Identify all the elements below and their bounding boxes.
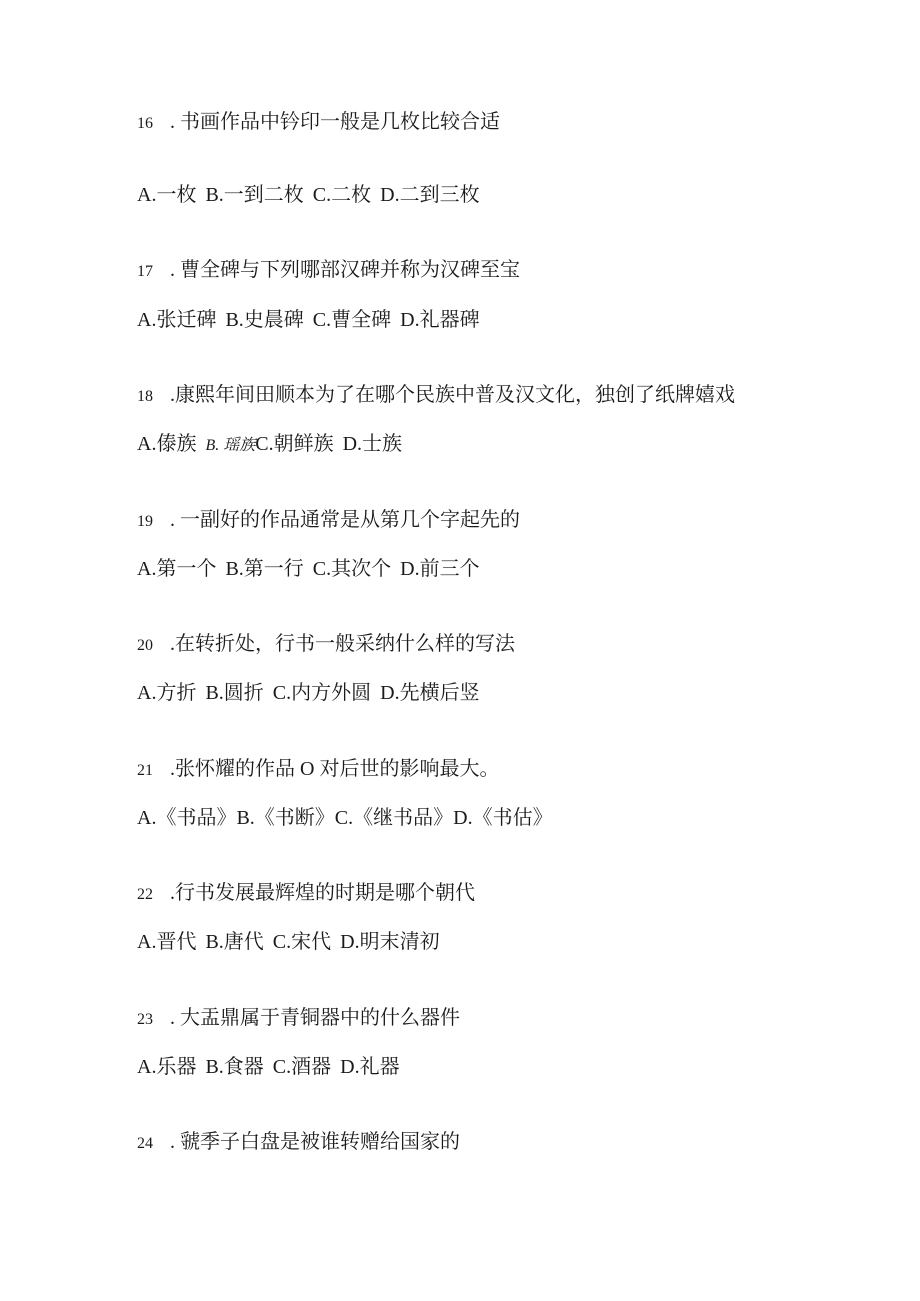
options-17: [137, 307, 480, 333]
option-c: C.朝鲜族: [255, 433, 334, 455]
option-a: A.第一个: [137, 558, 217, 580]
question-text: . 虢季子白盘是被谁转赠给国家的: [170, 1131, 460, 1153]
option-a: A.《书品》: [137, 807, 237, 829]
question-18: [137, 382, 735, 408]
question-number: 21: [137, 762, 153, 779]
options-23: [137, 1054, 400, 1080]
option-a: A.一枚: [137, 184, 197, 206]
options-18: [137, 431, 402, 457]
option-d: D.礼器: [340, 1056, 400, 1078]
option-d: D.礼器碑: [400, 309, 480, 331]
question-number: 17: [137, 263, 153, 280]
question-text: .张怀耀的作品 O 对后世的影响最大。: [170, 758, 500, 780]
option-a: A.乐器: [137, 1056, 197, 1078]
option-d: D.《书估》: [453, 807, 553, 829]
question-text: . 书画作品中钤印一般是几枚比较合适: [170, 111, 500, 133]
option-b: B. 瑶族: [205, 437, 256, 454]
option-b: B.第一行: [225, 558, 304, 580]
question-22: [137, 880, 475, 906]
question-16: [137, 109, 500, 135]
question-20: [137, 631, 515, 657]
question-23: [137, 1005, 460, 1031]
option-a: A.晋代: [137, 931, 197, 953]
option-d: D.先横后竖: [380, 682, 480, 704]
option-b: B.唐代: [205, 931, 264, 953]
options-20: [137, 680, 480, 706]
question-number: 16: [137, 115, 153, 132]
question-24: [137, 1129, 460, 1155]
question-number: 22: [137, 886, 153, 903]
question-21: [137, 756, 499, 782]
question-number: 19: [137, 513, 153, 530]
question-text: . 曹全碑与下列哪部汉碑并称为汉碑至宝: [170, 259, 520, 281]
option-c: C.曹全碑: [312, 309, 392, 331]
question-text: .行书发展最辉煌的时期是哪个朝代: [170, 882, 475, 904]
question-text: . 一副好的作品通常是从第几个字起先的: [170, 509, 520, 531]
question-17: [137, 257, 520, 283]
options-16: [137, 182, 480, 208]
option-d: D.明末清初: [340, 931, 440, 953]
option-b: B.食器: [205, 1056, 264, 1078]
question-number: 20: [137, 637, 153, 654]
option-c: C.内方外圆: [272, 682, 372, 704]
option-d: D.前三个: [400, 558, 480, 580]
question-text: . 大盂鼎属于青铜器中的什么器件: [170, 1007, 460, 1029]
question-number: 18: [137, 388, 153, 405]
question-text: .在转折处，行书一般采纳什么样的写法: [170, 633, 515, 655]
option-b: B.圆折: [205, 682, 264, 704]
option-c: C.二枚: [312, 184, 372, 206]
options-22: [137, 929, 440, 955]
option-b: B.史晨碑: [225, 309, 304, 331]
option-c: C.其次个: [312, 558, 392, 580]
option-b: B.一到二枚: [205, 184, 304, 206]
options-21: [137, 805, 553, 831]
option-d: D.二到三枚: [380, 184, 480, 206]
option-a: A.张迁碑: [137, 309, 217, 331]
option-c: C.《继书品》: [334, 807, 454, 829]
question-number: 23: [137, 1011, 153, 1028]
option-b: B.《书断》: [236, 807, 335, 829]
option-c: C.宋代: [272, 931, 332, 953]
question-number: 24: [137, 1135, 153, 1152]
option-c: C.酒器: [272, 1056, 332, 1078]
option-d: D.士族: [342, 433, 403, 455]
option-a: A.傣族: [137, 433, 197, 455]
question-19: [137, 507, 520, 533]
option-a: A.方折: [137, 682, 197, 704]
question-text: .康熙年间田顺本为了在哪个民族中普及汉文化，独创了纸牌嬉戏: [170, 384, 735, 406]
options-19: [137, 556, 480, 582]
